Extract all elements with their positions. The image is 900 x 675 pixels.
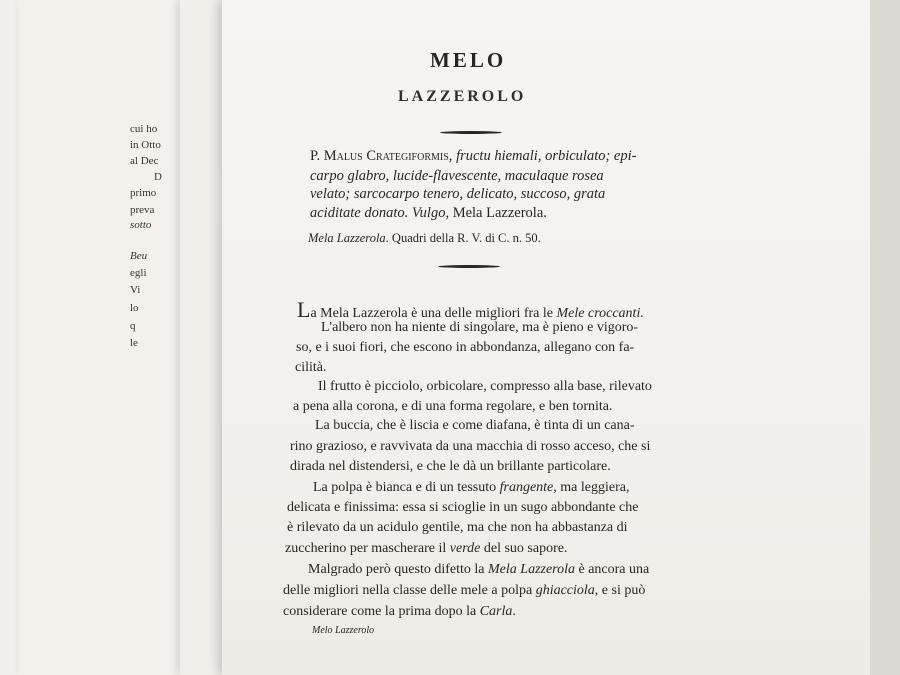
body-text: del suo sapore. — [483, 541, 568, 556]
body-line — [283, 583, 645, 599]
back-line: al Dec — [130, 155, 159, 167]
body-text: . — [512, 604, 516, 619]
back-line: preva — [130, 204, 155, 216]
back-line: D — [154, 171, 162, 183]
body-line: La buccia, che è liscia e come diafana, è tinta di un cana- — [315, 418, 635, 433]
body-italic: verde — [449, 541, 481, 556]
body-text: considerare come la prima dopo la — [283, 604, 477, 619]
back-line: le — [130, 337, 138, 349]
reference-name: Mela Lazzerola — [308, 231, 386, 245]
body-line — [285, 541, 567, 557]
body-italic: frangente — [499, 480, 554, 495]
description-latin: fructu hiemali, orbiculato; epi- — [456, 148, 637, 164]
drop-cap: L — [297, 297, 311, 322]
body-italic: ghiacciola — [535, 583, 595, 598]
body-italic: Carla — [479, 604, 513, 619]
vulgar-name: Mela Lazzerola. — [452, 205, 547, 221]
body-line — [313, 480, 629, 496]
ornament-rule-2 — [438, 265, 500, 268]
body-text: zuccherino per mascherare il — [285, 541, 447, 556]
ornament-rule — [440, 131, 502, 134]
body-italic: Mela Lazzerola — [488, 562, 575, 577]
back-line: Beu — [130, 250, 148, 262]
back-line: lo — [130, 302, 139, 314]
back-line: sotto — [130, 219, 152, 231]
back-line: cui ho — [130, 123, 158, 135]
reference-line — [308, 231, 541, 246]
body-text: , ma leggiera, — [553, 480, 630, 495]
body-line — [283, 604, 516, 620]
body-text: La polpa è bianca e di un tessuto — [313, 480, 497, 495]
body-text: delle migliori nella classe delle mele a polpa — [283, 583, 533, 598]
back-line: Vi — [130, 284, 141, 296]
reference-source: . Quadri della R. V. di C. n. 50. — [385, 231, 541, 245]
body-line: dirada nel distendersi, e che le dà un brillante particolare. — [290, 459, 611, 474]
page-subtitle: LAZZEROLO — [398, 88, 527, 105]
body-italic: Mele croccanti. — [556, 306, 644, 321]
body-line: rino grazioso, e ravvivata da una macchia di rosso acceso, che si — [290, 439, 651, 454]
body-line: L'albero non ha niente di singolare, ma è pieno e vigoro- — [321, 320, 639, 335]
body-text: a Mela Lazzerola è una delle migliori fra le — [310, 306, 553, 321]
back-line: egli — [130, 267, 147, 279]
body-line: delicata e finissima: essa si scioglie in un sugo abbondante che — [287, 500, 639, 515]
back-line: q — [130, 320, 136, 332]
back-line: in Otto — [130, 139, 161, 151]
body-text: , e si può — [594, 583, 646, 598]
description-line-1 — [310, 148, 636, 165]
description-latin-end: aciditate donato. Vulgo, — [310, 205, 450, 221]
description-line-3: velato; sarcocarpo tenero, delicato, succoso, grata — [310, 186, 606, 202]
body-line: a pena alla corona, e di una forma regolare, e ben tornita. — [293, 399, 613, 414]
description-line-4 — [310, 205, 547, 222]
description-line-2: carpo glabro, lucide-flavescente, maculaque rosea — [310, 168, 604, 184]
body-line: Il frutto è picciolo, orbicolare, compresso alla base, rilevato — [318, 379, 652, 394]
body-text: è ancora una — [578, 562, 650, 577]
back-line: primo — [130, 187, 157, 199]
table-edge — [870, 0, 900, 675]
body-line: è rilevato da un acidulo gentile, ma che non ha abbastanza di — [287, 520, 628, 535]
signature: Melo Lazzerolo — [312, 625, 375, 636]
page-title: MELO — [430, 48, 507, 72]
body-line — [308, 562, 649, 578]
body-text: Malgrado però questo difetto la — [308, 562, 485, 577]
body-line: so, e i suoi fiori, che escono in abbondanza, allegano con fa- — [296, 340, 635, 355]
species-name: P. Malus Crategiformis, — [310, 148, 453, 164]
body-line: cilità. — [295, 360, 327, 375]
